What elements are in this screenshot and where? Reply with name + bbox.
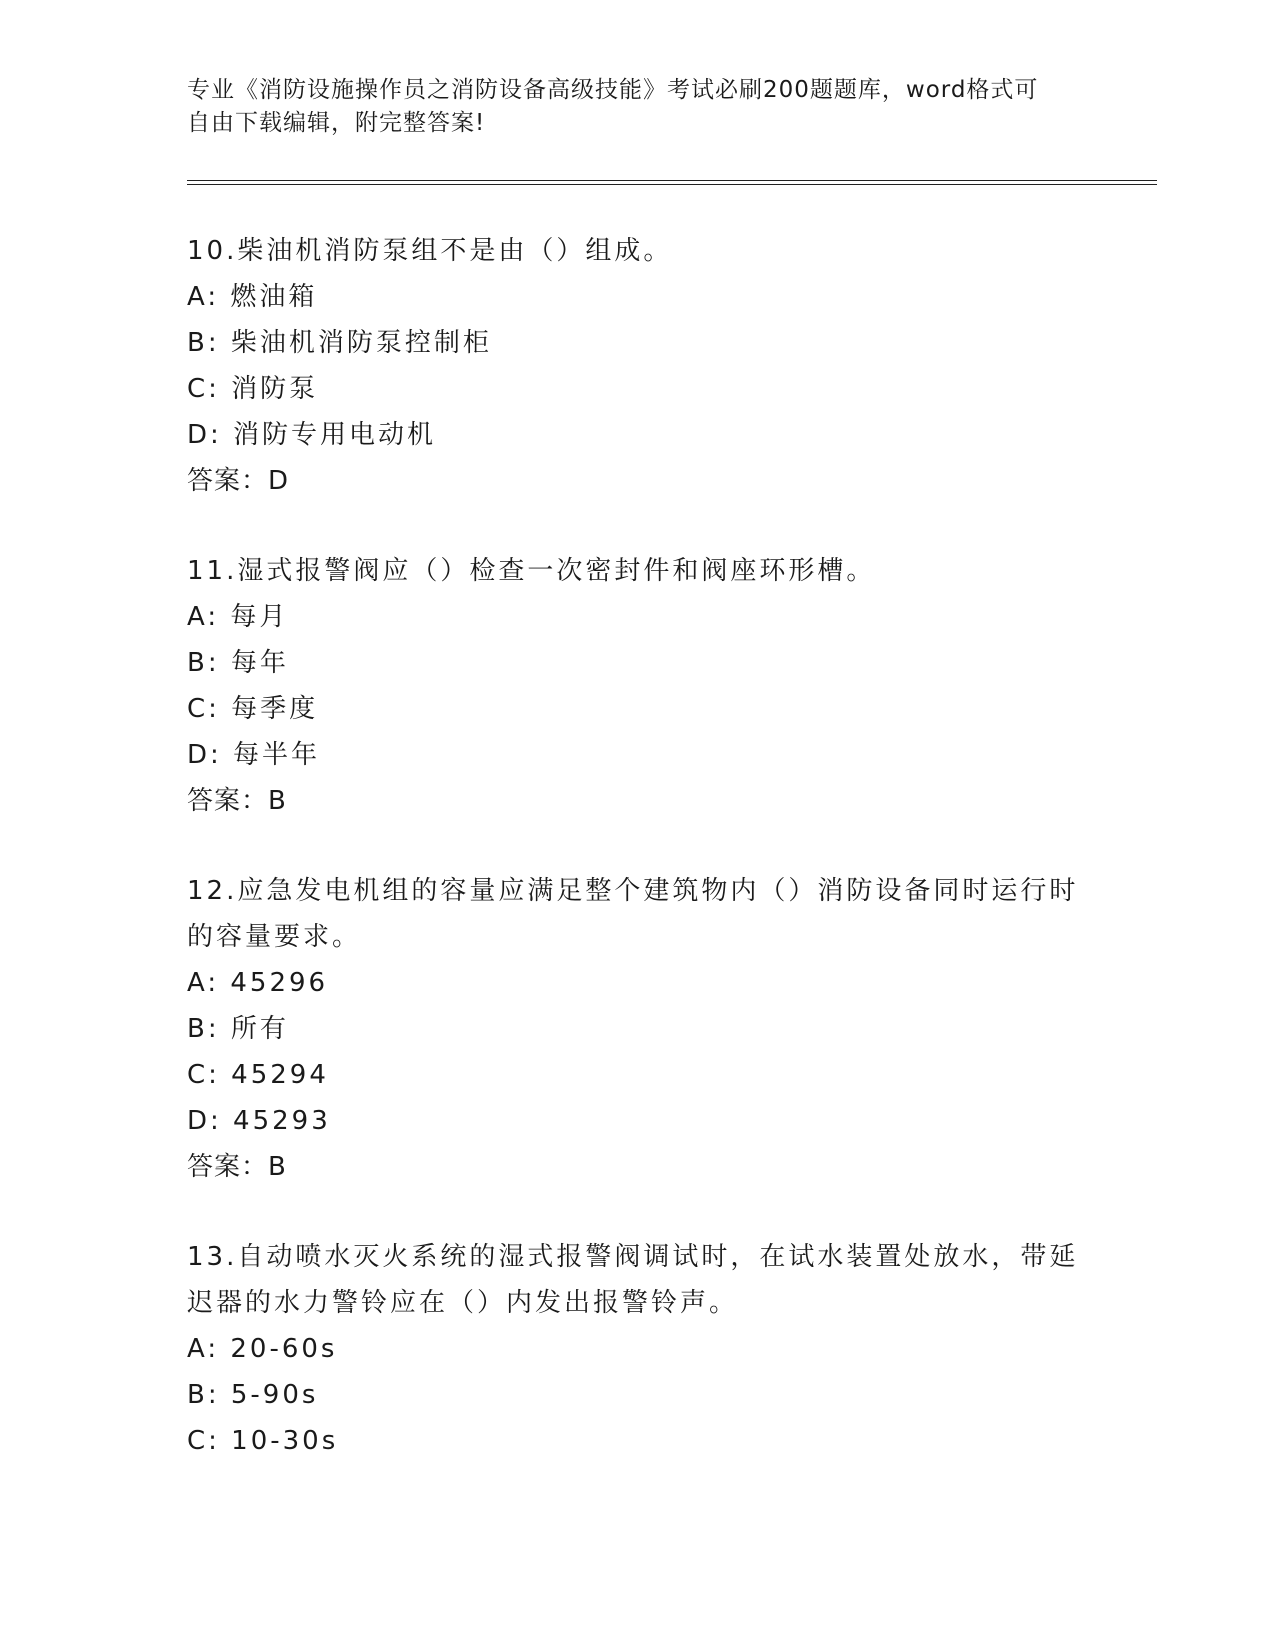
intro-line-2: 自由下载编辑，附完整答案! <box>187 110 486 136</box>
document-intro <box>187 74 1067 140</box>
answer: 答案：B <box>187 1152 287 1182</box>
question-12 <box>187 868 1087 1190</box>
answer: 答案：D <box>187 466 290 496</box>
option-a: A: 燃油箱 <box>187 282 318 312</box>
question-text: 11.湿式报警阀应（）检查一次密封件和阀座环形槽。 <box>187 556 876 586</box>
question-text-line-2: 迟器的水力警铃应在（）内发出报警铃声。 <box>187 1288 739 1318</box>
option-b: B: 所有 <box>187 1014 289 1044</box>
option-d: D: 每半年 <box>187 740 321 770</box>
header-divider-bottom <box>187 184 1157 185</box>
option-c: C: 每季度 <box>187 694 319 724</box>
option-d: D: 45293 <box>187 1106 331 1136</box>
answer: 答案：B <box>187 786 287 816</box>
question-text-line-1: 13.自动喷水灭火系统的湿式报警阀调试时，在试水装置处放水，带延 <box>187 1242 1079 1272</box>
header-divider-top <box>187 180 1157 181</box>
question-13 <box>187 1234 1087 1464</box>
option-c: C: 消防泵 <box>187 374 319 404</box>
question-text-line-2: 的容量要求。 <box>187 922 362 952</box>
question-text: 10.柴油机消防泵组不是由（）组成。 <box>187 236 673 266</box>
option-a: A: 20-60s <box>187 1334 338 1364</box>
option-a: A: 每月 <box>187 602 289 632</box>
option-b: B: 柴油机消防泵控制柜 <box>187 328 492 358</box>
question-text-line-1: 12.应急发电机组的容量应满足整个建筑物内（）消防设备同时运行时 <box>187 876 1079 906</box>
question-10 <box>187 228 1087 504</box>
option-c: C: 10-30s <box>187 1426 339 1456</box>
option-b: B: 5-90s <box>187 1380 319 1410</box>
question-11 <box>187 548 1087 824</box>
option-c: C: 45294 <box>187 1060 329 1090</box>
option-d: D: 消防专用电动机 <box>187 420 437 450</box>
intro-line-1: 专业《消防设施操作员之消防设备高级技能》考试必刷200题题库，word格式可 <box>187 77 1039 103</box>
option-b: B: 每年 <box>187 648 289 678</box>
option-a: A: 45296 <box>187 968 329 998</box>
